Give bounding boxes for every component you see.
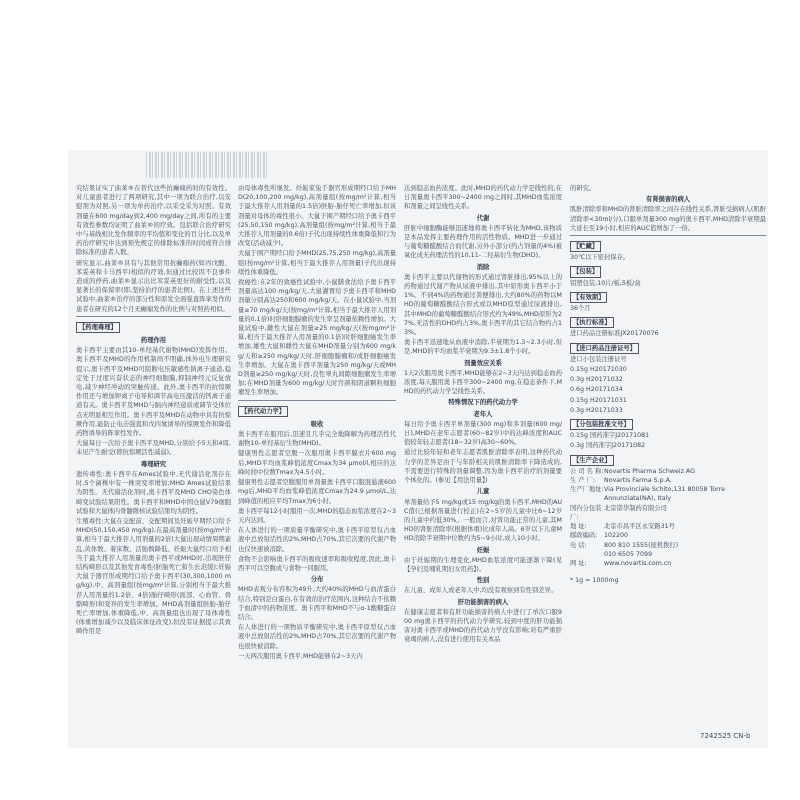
abs-paragraph-3: 健康男性志愿者空腹服用单剂量奥卡西平口服混悬液600 mg后,MHD平均血浆峰值浓度Cmax为24.9 μmol/L,达到峰值的相应平均Tmax为6小时。 xyxy=(238,479,396,505)
efficacy-paragraph: 究结果证实了曲莱®在替代这些抗癫痫药时的有效性。对儿童患者进行了两项研究,其中一项为联合治疗,以安慰剂为对照,另一项为单药治疗,以采受采为对照。有效剂量在600 mg/day到2,400 mg/day之间,所有的主要有效性参数均证明了曲莱®的疗效。包括联合治疗研究中与基线相比发作频率的平均值和变化的百分比,以及单药治疗研究中达到预先规定的排除标准的时间或符合排除标准的患者人数。 xyxy=(76,185,231,257)
comparison-paragraph: 研究显示,曲莱®具有与其他常用抗癫痫药(如丙戊酸、苯妥英和卡马西平)相似的疗效,但通过比较因不良事件造成的停药,曲莱®显示出比苯妥英更好的耐受性,以及显著长的保留率(即,坚持治疗的患者比例)。在上述这些试验中,曲莱®治疗的部分性和原发全面强直阵挛发作的患者在研究的12个月无癫痫发作的比例与对照药相似。 xyxy=(76,259,231,313)
subhead-renal: 有肾损害的病人 xyxy=(645,196,691,204)
elimination-paragraph-1: 奥卡西平主要以代谢物的形式通过肾脏排出,95%以上的药物通过代谢产物从尿液中排出,其中原形奥卡西平小于1%。不到4%的药物通过粪便排出,大约80%的药物以MHD的葡萄糖醛酸结合形式或以MHD原型通过尿液排出,其中MHD的葡萄糖醛酸结合形式约为49%,MHD原形为27%,无活性的DHD约占3%,奥卡西平的其它结合物约占13%。 xyxy=(404,273,562,337)
dist-paragraph-2: 在人体进行的一项物质平衡研究中,奥卡西平原型仅占血液中总放射活性的2%,MHD占70%,其它次要的代谢产物也很快被消除。 xyxy=(238,624,396,650)
batch-line: 0.15g 国药准字J20171081 xyxy=(570,432,650,440)
barcode xyxy=(146,152,268,178)
section-standard: 【执行标准】 xyxy=(570,317,614,328)
column-2 xyxy=(238,184,396,662)
section-pharm-tox: 【药理毒理】 xyxy=(76,322,120,333)
repro-cont-paragraph: 由母体毒性所继发。妊娠家兔于器官形成期经口给予MHD(20,100,200 mg/kg),高剂量组(按mg/m²计算,相当于最大推荐人用剂量的1.5倍)胚胎-胎仔死亡率增加,但该剂量对母体的毒性很小。大鼠于围产期经口给予奥卡西平(25,50,150 mg/kg),高剂量组(按mg/m²计算,相当于最大推荐人用剂量的0.6倍)子代出现持续性体重降低和行为改变(活动减少)。 xyxy=(238,185,396,248)
elderly-paragraph-2: 通过比较年轻和老年志愿者肌酐清除率表明,这种药代动力学的差异是由于与年龄相关的肌酐清除率下降造成的,不需要进行特殊的剂量调整,因为奥卡西平治疗的剂量要个体化的。(参见【用法用量】) xyxy=(404,449,562,485)
reg-line: 0.15g H20171030 xyxy=(570,366,627,374)
tolerance-paragraph: 大鼠每日一次给予奥卡西平及MHD,分别给予5天和4周,未见产生耐受(即抗惊厥活性减弱)。 xyxy=(76,440,231,457)
section-storage: 【贮藏】 xyxy=(570,241,601,252)
divider xyxy=(76,316,231,317)
subhead-action: 药理作用 xyxy=(140,337,167,345)
mfr-row: 生 产 厂: Novartis Farma S.p.A. xyxy=(570,477,672,485)
perinatal-paragraph: 大鼠于围产期经口给予MHD(25,75,250 mg/kg),高剂量组(按mg/m²计算,相当于最大推荐人用剂量)子代出现持续性体重降低。 xyxy=(238,250,396,276)
mfr-row: 010 6505 7099 xyxy=(604,550,653,558)
reg-line: 0.15g H20171031 xyxy=(570,396,627,404)
elimination-paragraph-2: 奥卡西平迅速地从血液中消除,半衰期为1.3~2.3小时,但是,MHD的平均血浆半衰期为9.3±1.8个小时。 xyxy=(404,339,562,356)
subhead-sex: 性别 xyxy=(476,577,490,585)
repro-paragraph: 生殖毒性:大鼠在交配前、交配期间及妊娠早期经口给予MHD(50,150,450 mg/kg),在最高剂量时(按mg/m²计算,相当于最大推荐人用剂量的2倍)大鼠出现动情周期紊乱,黄体数、着床数、活胎数降低。妊娠大鼠经口给予相当于最大推荐人用剂量的奥卡西平或MHD时,出现胚仔结构畸形以及其他发育毒性(胚胎死亡和生长迟缓);妊娠大鼠于器官形成期经口给予奥卡西平(30,300,1000 mg/kg),中、高剂量组(按mg/m²计算,分别相当于最大推荐人用剂量的1.2倍、4倍)胎仔畸形(面部、心血管、骨骼畸形)和变异的发生率增加。MHD高剂量组胚胎-胎仔死亡率增加,体重降低,中、高剂量组也出现了母体毒性(体重增加减少以及临床体征改变),但没有证据提示其致畸作用是 xyxy=(76,517,231,636)
genotox-paragraph: 遗传毒性:奥卡西平在Ames试验中,无代谢活化剂存在时,5个菌株中有一株突变率增加;MHD Ames试验结果为阴性。无代谢活化剂时,奥卡西平及MHD CHO染色体畸变试验结果阳性。奥卡西平和MHD中国仓鼠V79细胞试验和大鼠体内骨髓微核试验结果均为阴性。 xyxy=(76,470,231,515)
subhead-absorption: 吸收 xyxy=(310,420,324,428)
document-code: 7242525 CN-b xyxy=(700,732,751,740)
mfr-row: 邮政编码: 102200 xyxy=(570,532,629,540)
subhead-distribution: 分布 xyxy=(310,576,324,584)
action-paragraph: 奥卡西平主要由其10-单羟基代谢物(MHD)发挥作用。奥卡西平及MHD的作用机制尚不明确,体外电生理研究提示,奥卡西平及MHD可阻断电压敏感性钠离子通道,稳定处于过度兴奋状态的神经细胞膜,抑制神经元反复放电,减少神经冲动的突触传递。此外,奥卡西平的抗惊厥作用还与增加钾离子电导和调节高电压激活的钙离子通道有关。奥卡西平及MHD与脑内神经递质或调节受体位点无明显相互作用。奥卡西平及MHD在动物中具有抗惊厥作用,能防止电击强直和戊四氮诱导的惊厥发作和降低药物诱导的阵挛性发作。 xyxy=(76,347,231,438)
section-batch: 【分包装批准文号】 xyxy=(570,419,633,430)
dist-paragraph-1: MHD表观分布容积为49升,大约40%的MHD与血清蛋白结合,特别是白蛋白,在有效的治疗范围内,这种结合不依赖于血清中的药物浓度。奥卡西平和MHD不与α-1酸糖蛋白结合。 xyxy=(238,586,396,621)
abs-paragraph-6: 食物不会影响奥卡西平的吸收速率和吸收程度,因此,奥卡西平可以空腹或与食物一同服用。 xyxy=(238,555,396,572)
section-registration: 【进口药品注册证号】 xyxy=(570,343,639,354)
batch-line: 0.3g 国药准字J20171082 xyxy=(570,442,646,450)
subhead-children: 儿童 xyxy=(476,488,490,496)
abs-paragraph-1: 奥卡西平在服用后,迅速且几乎完全地降解为药理活性代谢物10-单羟基衍生物(MHD)。 xyxy=(238,431,396,448)
section-pk: 【药代动力学】 xyxy=(238,406,288,417)
carcino-paragraph: 致癌性:在2年的致癌性试验中,小鼠膳食法给予奥卡西平剂量高达100 mg/kg/天,大鼠灌胃给予奥卡西平和MHD剂量分别高达250和600 mg/kg/天。在小鼠试验中,当剂量≥70 mg/kg/天(按mg/m²计算,相当于最大推荐人用剂量的0.1倍)时肝细胞腺瘤的发生率呈剂量依赖性增加。大鼠试验中,雌性大鼠在剂量≥25 mg/kg/天(按mg/m²计算,相当于最大推荐人用剂量的0.1倍)时肝细胞癌发生率增加,雄性大鼠和雌性大鼠在MHD剂量分别为600 mg/kg/天和≥250 mg/kg/天时,肝细胞腺瘤和/或肝细胞癌发生率增加。大鼠在奥卡西平剂量为250 mg/kg/天或MHD剂量≥250 mg/kg/天时,良性睾丸间隙细胞瘤发生率增加;在MHD剂量为600 mg/kg/天时宫颈和阴道颗粒细胞瘤发生率增加。 xyxy=(238,279,396,397)
mfr-row: 地 址: 北京市昌平区永安路31号 xyxy=(570,523,675,531)
storage-text: 30℃以下密封保存。 xyxy=(570,254,630,262)
elderly-paragraph-1: 每日给予奥卡西平单剂量(300 mg)和多剂量(600 mg/日),MHD在老年志愿者(60~82岁)中的达峰浓度和AUC值较年轻志愿者(18~32岁)高30~60%。 xyxy=(404,420,562,447)
dist-paragraph-3: 一天两次服用奥卡西平,MHD能够在2~3天内 xyxy=(238,652,363,660)
reg-line: 0.6g H20171034 xyxy=(570,386,623,394)
renal-paragraph: 肌酐清除率和MHD的肾脏清除率之间存在线性关系,肾脏受损病人(肌酐清除率<30ml/分),口服单剂量300 mg的奥卡西平,MHD清除半衰期最大延长至19小时,相应的AUC值增加了一倍。 xyxy=(570,206,766,232)
unit-note: * 1g = 1000mg xyxy=(570,577,619,585)
section-package: 【包装】 xyxy=(570,266,601,277)
steady-state-paragraph: 达到稳态血药浓度。此时,MHD的药代动力学是线性的,在日剂量奥卡西平300~2400 mg之间时,其MHD血浆浓度和剂量之间呈线性关系。 xyxy=(404,185,562,211)
dose-paragraph: 1天2次服用奥卡西平,MHD能够在2~3天内达到稳态血药浓度,每天服用奥卡西平300~2400 mg,在稳态条件下,MHD的药代动力学呈线性关系。 xyxy=(404,369,562,396)
column-1 xyxy=(76,184,231,638)
hepatic-paragraph: 在健康志愿者和有肝功能损害的病人中进行了单次口服900 mg奥卡西平的药代动力学研究,轻到中度的肝功能损害对奥卡西平或MHD的药代动力学没有影响;对有严重肝衰竭的病人,没有进行使用有关本品 xyxy=(404,608,562,644)
subhead-dose-response: 剂量效应关系 xyxy=(464,359,502,367)
subhead-hepatic: 肝功能损害的病人 xyxy=(457,598,509,606)
subhead-special: 特殊情况下的药代动力学 xyxy=(448,399,518,407)
section-manufacturer: 【生产企业】 xyxy=(570,455,614,466)
mfr-row: 网 址: www.novartis.com.cn xyxy=(570,559,672,567)
subhead-metabolism: 代谢 xyxy=(476,214,490,222)
validity-text: 36个月 xyxy=(570,305,591,313)
children-paragraph: 单剂量给予5 mg/kg或15 mg/kg的奥卡西平,MHD的AUC值(已根据剂量进行校正)在2~5岁的儿童中比6~12岁的儿童中约低30%。一般而言,对肾功能正常的儿童,其MHD的肾脏清除率(根据体重)比成年人高。6岁以下儿童MHD消除半衰期中位数约为5~9小时,成人10小时。 xyxy=(404,498,562,543)
reg-line: 0.3g H20171033 xyxy=(570,406,623,414)
reg-line: 0.3g H20171032 xyxy=(570,376,623,384)
subhead-pregnancy: 妊娠 xyxy=(476,546,490,554)
sex-paragraph: 在儿童、成年人或老年人中,均没有观察到有性别差异。 xyxy=(404,587,558,595)
abs-paragraph-2: 健康男性志愿者空腹一次服用奥卡西平膜衣片600 mg后,MHD平均血浆峰值浓度Cmax为34 μmol/l,相应的达峰时间中位数Tmax为4.5小时。 xyxy=(238,450,396,476)
section-validity: 【有效期】 xyxy=(570,292,607,303)
column-4 xyxy=(570,184,766,586)
mfr-row: 电 话: 800 810 1555(座机拨打) xyxy=(570,541,679,549)
divider xyxy=(238,400,396,401)
pregnancy-paragraph: 由于妊娠期的生理变化,MHD血浆浓度可能逐渐下降(见【孕妇及哺乳期妇女用药】)。 xyxy=(404,556,562,573)
mfr-row: 生产厂地址: Via Provinciale Schito,131 80058 Torre Annunziata(NA), Italy xyxy=(570,486,725,503)
subhead-elimination: 消除 xyxy=(476,263,490,271)
abs-paragraph-4: 奥卡西平每12小时服用一次,MHD的稳态血浆浓度在2~3天内达到。 xyxy=(238,507,396,524)
mfr-row: 公 司 名 称: Novartis Pharma Schweiz AG xyxy=(570,467,695,475)
divider xyxy=(570,235,766,236)
column-3 xyxy=(404,184,562,646)
package-text: 铝塑包装,10片/板,5板/盒 xyxy=(570,279,641,287)
subhead-elderly: 老年人 xyxy=(473,410,493,418)
abs-paragraph-5: 在人体进行的一项质量平衡研究中,奥卡西平原型仅占血液中总放射活性的2%,MHD占70%,其它次要的代谢产物也仅快速被消除。 xyxy=(238,527,396,553)
reg-small-label: 进口小包装注册证号 xyxy=(570,355,627,363)
subhead-tox: 毒理研究 xyxy=(140,460,167,468)
hepatic-cont: 的研究。 xyxy=(570,185,596,192)
standard-text: 进口药品注册标准JX20170076 xyxy=(570,330,659,338)
mfr-row: 国内分包装厂: 北京诺华制药有限公司 xyxy=(570,504,667,521)
metabolism-paragraph: 肝脏中细胞酶能够迅速地将奥卡西平转化为MHD,该物质是本品发挥主要药理作用的活性物质。MHD进一步通过与葡萄糖醛酸结合而代谢,另外小部分(约占剂量的4%)被氧化成无药理活性的10,11-二羟基衍生物(DHD)。 xyxy=(404,224,562,260)
